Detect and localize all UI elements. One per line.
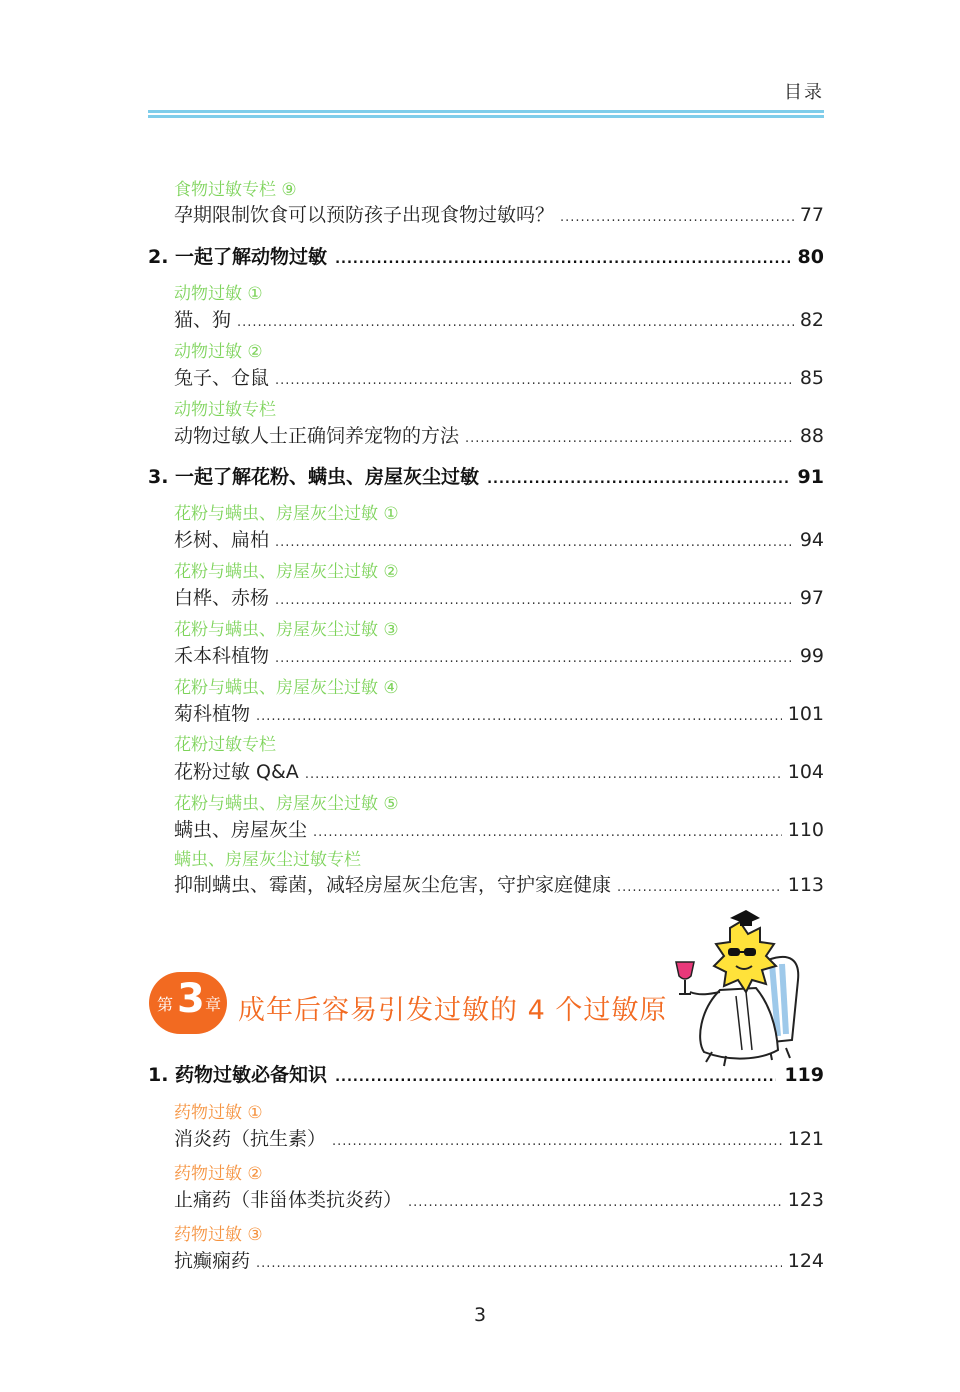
toc-entry-row	[174, 815, 824, 842]
toc-entry-row	[174, 305, 824, 332]
toc-category-label: 食物过敏专栏 ⑨	[174, 180, 297, 200]
toc-section-row	[148, 242, 824, 269]
toc-entry-row	[174, 525, 824, 552]
toc-entry-title: 花粉过敏 Q&A	[174, 761, 299, 783]
dot-leader	[465, 431, 794, 446]
toc-entry-title: 动物过敏人士正确饲养宠物的方法	[174, 425, 460, 447]
toc-category-label: 动物过敏 ①	[174, 284, 263, 304]
toc-entry-row	[174, 1124, 824, 1151]
toc-category-label: 花粉与螨虫、房屋灰尘过敏 ④	[174, 678, 399, 698]
toc-entry-title: 2. 一起了解动物过敏	[148, 246, 328, 268]
chapter-prefix: 第	[157, 995, 174, 1014]
toc-entry-title: 杉树、扁柏	[174, 529, 270, 551]
dot-leader	[617, 880, 782, 895]
toc-entry-row	[174, 1246, 824, 1273]
toc-page-number: 99	[799, 645, 824, 667]
toc-page-number: 121	[787, 1128, 824, 1150]
toc-page-number: 110	[787, 819, 824, 841]
chapter-badge	[149, 972, 227, 1034]
toc-entry-title: 菊科植物	[174, 703, 251, 725]
toc-page-number: 104	[787, 761, 824, 783]
dot-leader	[275, 593, 794, 608]
dot-leader	[275, 651, 794, 666]
toc-page-number: 91	[797, 466, 824, 488]
toc-entry-row	[174, 583, 824, 610]
chapter-title: 成年后容易引发过敏的 4 个过敏原	[238, 995, 668, 1026]
toc-entry-title: 猫、狗	[174, 309, 232, 331]
dot-leader	[256, 1256, 782, 1271]
toc-entry-row	[174, 757, 824, 784]
toc-category-label: 花粉与螨虫、房屋灰尘过敏 ②	[174, 562, 399, 582]
toc-entry-row	[174, 1185, 824, 1212]
toc-entry-title: 兔子、仓鼠	[174, 367, 270, 389]
dot-leader	[305, 767, 782, 782]
toc-page-number: 77	[799, 204, 824, 226]
dot-leader	[313, 825, 782, 840]
dot-leader	[332, 1134, 782, 1149]
toc-section-row	[148, 462, 824, 489]
toc-entry-title: 1. 药物过敏必备知识	[148, 1064, 328, 1086]
toc-entry-row	[174, 641, 824, 668]
toc-category-label: 花粉与螨虫、房屋灰尘过敏 ①	[174, 504, 399, 524]
toc-page-number: 123	[787, 1189, 824, 1211]
toc-category-label: 药物过敏 ③	[174, 1225, 263, 1245]
toc-category-label: 动物过敏专栏	[174, 400, 276, 420]
toc-entry-title: 3. 一起了解花粉、螨虫、房屋灰尘过敏	[148, 466, 480, 488]
page-number: 3	[473, 1304, 487, 1326]
toc-entry-row	[174, 870, 824, 897]
toc-entry-row	[174, 421, 824, 448]
toc-category-label: 动物过敏 ②	[174, 342, 263, 362]
toc-page-number: 101	[787, 703, 824, 725]
toc-page-number: 80	[797, 246, 824, 268]
toc-entry-title: 孕期限制饮食可以预防孩子出现食物过敏吗？	[174, 204, 555, 226]
toc-category-label: 药物过敏 ①	[174, 1103, 263, 1123]
dot-leader	[335, 252, 789, 267]
toc-entry-row	[174, 699, 824, 726]
toc-entry-title: 消炎药（抗生素）	[174, 1128, 327, 1150]
toc-page-number: 94	[799, 529, 824, 551]
toc-entry-title: 白桦、赤杨	[174, 587, 270, 609]
toc-category-label: 花粉与螨虫、房屋灰尘过敏 ⑤	[174, 794, 399, 814]
toc-entry-title: 抗癫痫药	[174, 1250, 251, 1272]
toc-entry-row	[174, 363, 824, 390]
dot-leader	[335, 1070, 776, 1085]
dot-leader	[256, 709, 782, 724]
toc-page-number: 88	[799, 425, 824, 447]
dot-leader	[275, 535, 794, 550]
toc-page-number: 85	[799, 367, 824, 389]
dot-leader	[560, 210, 794, 225]
toc-page-number: 124	[787, 1250, 824, 1272]
toc-entry-title: 螨虫、房屋灰尘	[174, 819, 308, 841]
toc-entry-title: 禾本科植物	[174, 645, 270, 667]
header-title: 目录	[784, 82, 824, 103]
toc-entry-row	[174, 200, 824, 227]
toc-category-label: 花粉与螨虫、房屋灰尘过敏 ③	[174, 620, 399, 640]
toc-category-label: 螨虫、房屋灰尘过敏专栏	[174, 850, 361, 870]
chapter-number: 3	[177, 976, 205, 1022]
dot-leader	[237, 315, 794, 330]
toc-page-number: 97	[799, 587, 824, 609]
chapter-suffix: 章	[205, 995, 222, 1014]
toc-page-number: 113	[787, 874, 824, 896]
toc-category-label: 药物过敏 ②	[174, 1164, 263, 1184]
toc-page-number: 119	[784, 1064, 824, 1086]
dot-leader	[275, 373, 794, 388]
dot-leader	[408, 1195, 782, 1210]
toc-page-number: 82	[799, 309, 824, 331]
mascot-illustration	[660, 900, 830, 1070]
header-rule	[148, 110, 824, 119]
toc-entry-title: 抑制螨虫、霉菌，减轻房屋灰尘危害，守护家庭健康	[174, 874, 612, 896]
toc-entry-title: 止痛药（非甾体类抗炎药）	[174, 1189, 403, 1211]
dot-leader	[487, 472, 789, 487]
toc-category-label: 花粉过敏专栏	[174, 735, 276, 755]
